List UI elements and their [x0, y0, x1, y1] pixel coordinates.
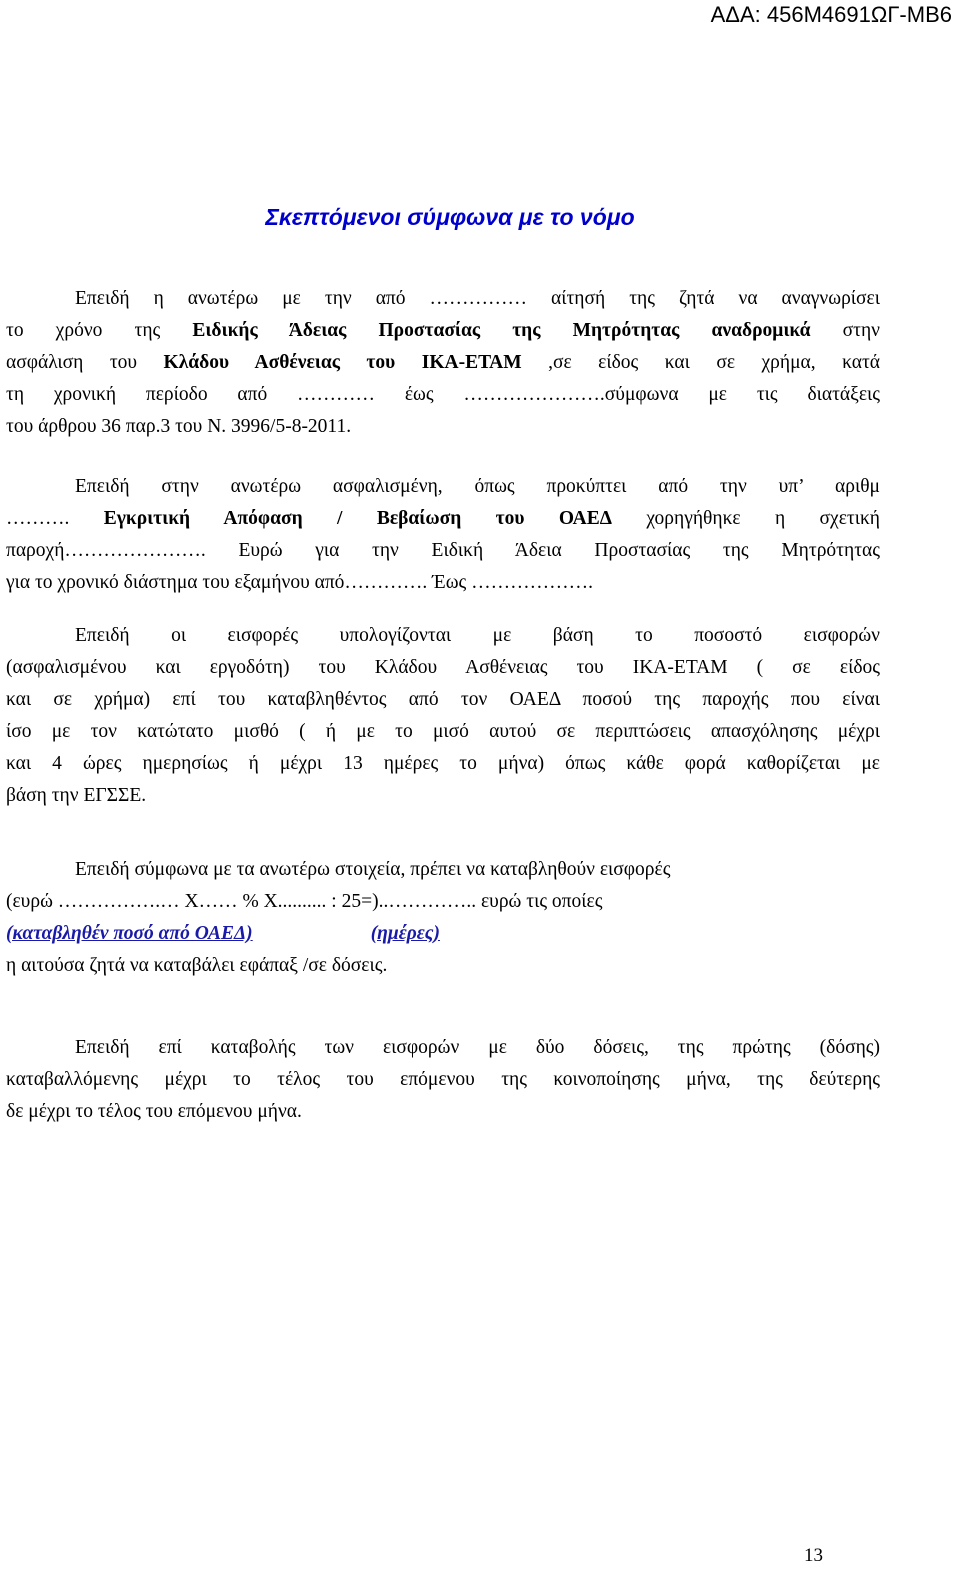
text-line: βάση την ΕΓΣΣΕ. — [6, 785, 147, 806]
text-line — [6, 918, 880, 950]
days-label: (ημέρες) — [370, 923, 440, 944]
text-line: ασφάλιση του Κλάδου Ασθένειας του ΙΚΑ-ΕΤΑΜ ,σε είδος και σε χρήμα, κατά — [6, 352, 880, 373]
text-line: ………. Εγκριτική Απόφαση / Βεβαίωση του ΟΑΕΔ χορηγήθηκε η σχετική — [6, 508, 880, 529]
paragraph-oaed-decision — [6, 471, 880, 599]
text-line: και 4 ώρες ημερησίως ή μέχρι 13 ημέρες το μήνα) όπως κάθε φορά καθορίζεται με — [6, 753, 880, 774]
text-line: παροχή…………………. Ευρώ για την Ειδική Άδεια Προστασίας της Μητρότητας — [6, 540, 880, 561]
text-line: Επειδή επί καταβολής των εισφορών με δύο δόσεις, της πρώτης (δόσης) — [75, 1037, 880, 1058]
paragraph-calculation — [6, 854, 880, 982]
text-line: του άρθρου 36 παρ.3 του Ν. 3996/5-8-2011. — [6, 416, 352, 437]
text-line: Επειδή οι εισφορές υπολογίζονται με βάση το ποσοστό εισφορών — [75, 625, 880, 646]
bold-phrase: Κλάδου Ασθένειας του ΙΚΑ-ΕΤΑΜ — [163, 352, 522, 373]
text-line: (ευρώ …………….… Χ…… % Χ.......... : 25=)..………….. ευρώ τις οποίες — [6, 891, 603, 912]
paragraph-contributions — [6, 620, 880, 812]
section-title: Σκεπτόμενοι σύμφωνα με το νόμο — [265, 204, 635, 230]
text-line: ίσο με τον κατώτατο μισθό ( ή με το μισό αυτού σε περιπτώσεις απασχόλησης μέχρι — [6, 721, 880, 742]
ada-code: ΑΔΑ: 456Μ4691ΩΓ-ΜΒ6 — [710, 2, 952, 27]
text-line: δε μέχρι το τέλος του επόμενου μήνα. — [6, 1101, 302, 1122]
text-line: τη χρονική περίοδο από ………… έως ………………….σύμφωνα με τις διατάξεις — [6, 384, 880, 405]
page-number: 13 — [804, 1545, 823, 1566]
text-line: και σε χρήμα) επί του καταβληθέντος από τον ΟΑΕΔ ποσού της παροχής που είναι — [6, 689, 880, 710]
text-line: για το χρονικό διάστημα του εξαμήνου από…………. Έως ………………. — [6, 572, 594, 593]
text-line: η αιτούσα ζητά να καταβάλει εφάπαξ /σε δόσεις. — [6, 955, 388, 976]
text-line: (ασφαλισμένου και εργοδότη) του Κλάδου Ασθένειας του ΙΚΑ-ΕΤΑΜ ( σε είδος — [6, 657, 880, 678]
text-line: Επειδή στην ανωτέρω ασφαλισμένη, όπως προκύπτει από την υπ’ αριθμ — [75, 476, 880, 497]
text-line: το χρόνο της Ειδικής Άδειας Προστασίας της Μητρότητας αναδρομικά στην — [6, 320, 880, 341]
text-line: Επειδή σύμφωνα με τα ανωτέρω στοιχεία, πρέπει να καταβληθούν εισφορές — [75, 859, 671, 880]
bold-phrase: Ειδικής Άδειας Προστασίας της Μητρότητας αναδρομικά — [192, 320, 811, 341]
amount-label: (καταβληθέν ποσό από ΟΑΕΔ) — [6, 923, 253, 944]
text-line: Επειδή η ανωτέρω με την από …………… αίτησή της ζητά να αναγνωρίσει — [75, 288, 880, 309]
paragraph-request — [6, 283, 880, 443]
bold-phrase: Εγκριτική Απόφαση / Βεβαίωση του ΟΑΕΔ — [103, 508, 612, 529]
paragraph-installments — [6, 1032, 880, 1128]
text-line: καταβαλλόμενης μέχρι το τέλος του επόμενου της κοινοποίησης μήνα, της δεύτερης — [6, 1069, 880, 1090]
